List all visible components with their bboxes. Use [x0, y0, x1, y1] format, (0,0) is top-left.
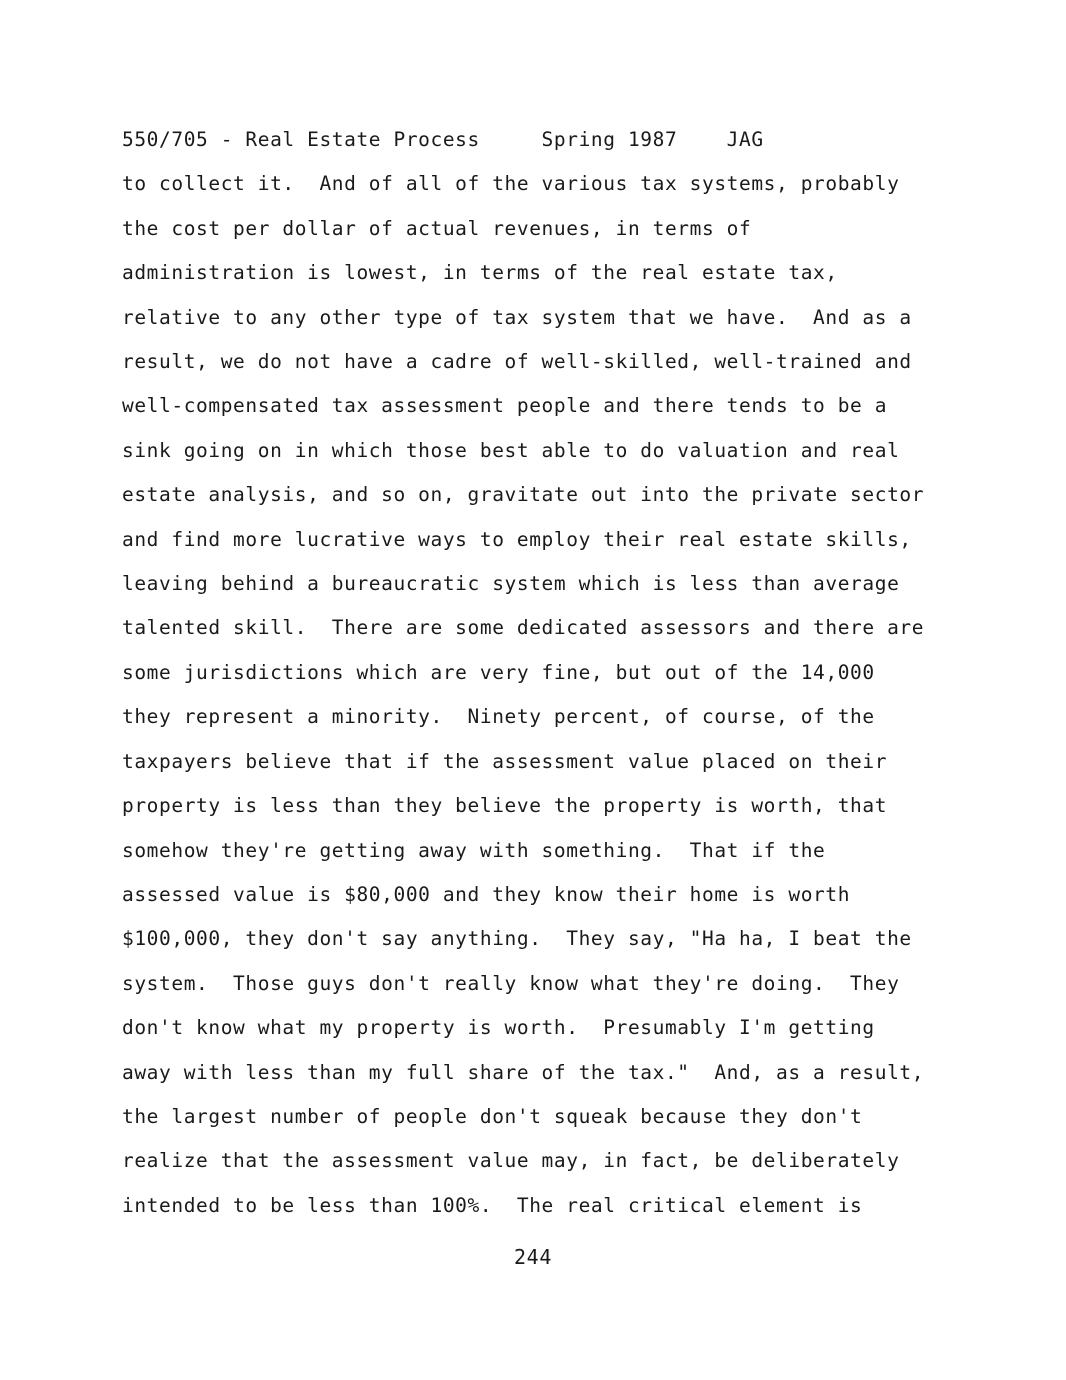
text-line: leaving behind a bureaucratic system which is less than average: [122, 572, 900, 596]
text-line: don't know what my property is worth. Presumably I'm getting: [122, 1016, 875, 1040]
page-number: 244: [514, 1245, 552, 1269]
text-line: intended to be less than 100%. The real critical element is: [122, 1193, 863, 1217]
text-line: some jurisdictions which are very fine, but out of the 14,000: [122, 660, 875, 684]
text-line: administration is lowest, in terms of the real estate tax,: [122, 261, 838, 285]
text-line: system. Those guys don't really know what they're doing. They: [122, 971, 900, 995]
text-line: taxpayers believe that if the assessment value placed on their: [122, 749, 888, 773]
text-line: talented skill. There are some dedicated assessors and there are: [122, 616, 925, 640]
text-line: sink going on in which those best able to do valuation and real: [122, 438, 900, 462]
text-line: somehow they're getting away with something. That if the: [122, 838, 826, 862]
text-line: relative to any other type of tax system that we have. And as a: [122, 305, 912, 329]
text-line: to collect it. And of all of the various tax systems, probably: [122, 172, 900, 196]
text-line: and find more lucrative ways to employ their real estate skills,: [122, 527, 912, 551]
text-line: well-compensated tax assessment people and there tends to be a: [122, 394, 888, 418]
text-line: realize that the assessment value may, in fact, be deliberately: [122, 1149, 900, 1173]
text-line: $100,000, they don't say anything. They say, "Ha ha, I beat the: [122, 927, 912, 951]
text-line: property is less than they believe the property is worth, that: [122, 794, 888, 818]
text-line: the cost per dollar of actual revenues, in terms of: [122, 216, 752, 240]
document-header: 550/705 - Real Estate Process Spring 1987 JAG: [122, 128, 764, 151]
text-line: away with less than my full share of the tax." And, as a result,: [122, 1060, 925, 1084]
document-text-body: [122, 118, 962, 1228]
text-line: result, we do not have a cadre of well-skilled, well-trained and: [122, 350, 912, 374]
text-line: they represent a minority. Ninety percent, of course, of the: [122, 705, 875, 729]
text-line: estate analysis, and so on, gravitate out into the private sector: [122, 483, 925, 507]
text-line: assessed value is $80,000 and they know their home is worth: [122, 882, 851, 906]
text-line: the largest number of people don't squeak because they don't: [122, 1104, 863, 1128]
